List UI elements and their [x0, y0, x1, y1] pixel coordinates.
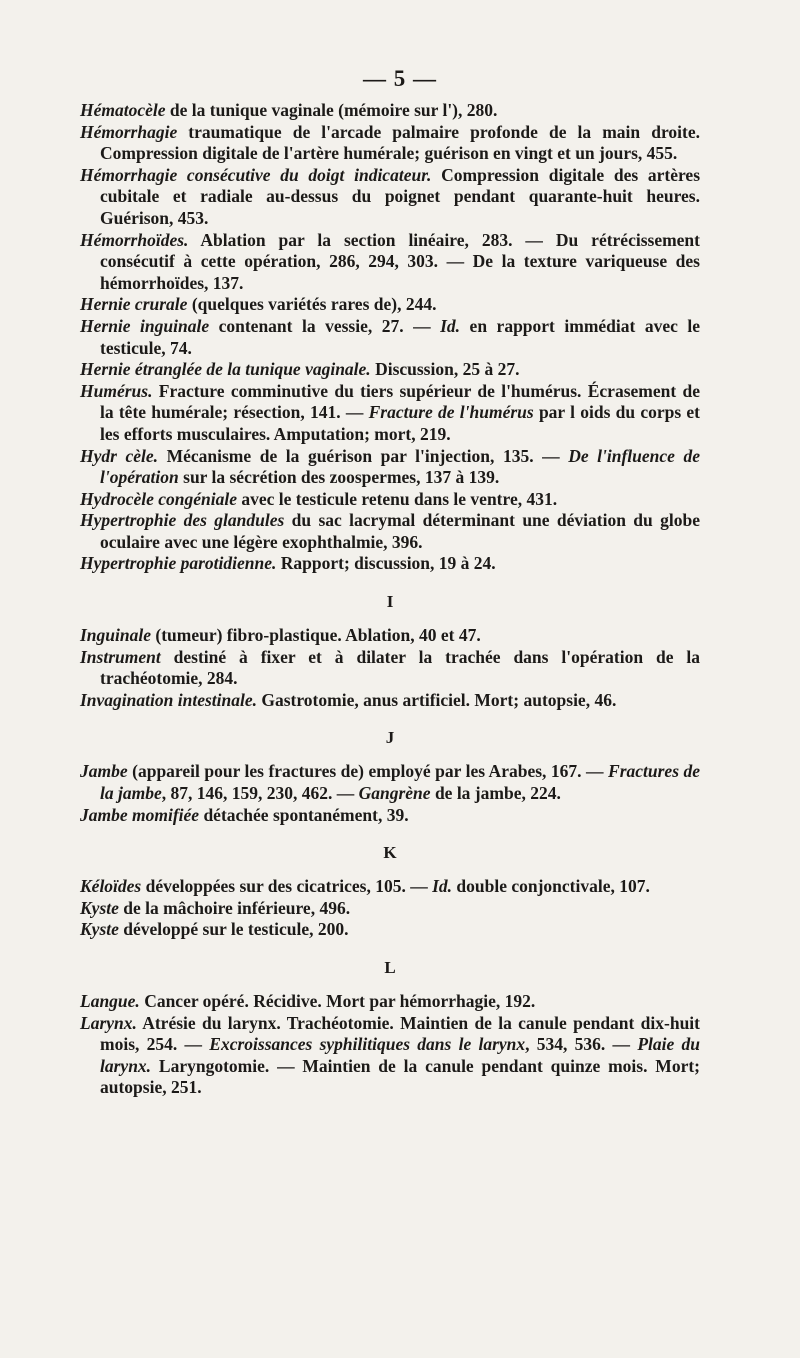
entry-term: Hypertrophie parotidienne. — [80, 553, 277, 574]
index-entry — [80, 991, 700, 1013]
entry-text: Ablation par la section linéaire, 283. — Du rétrécissement consécutif à cette opération, 286, 294, 303. — De la texture variqueuse des hémorrhoïdes, 137. — [100, 229, 700, 293]
index-entry — [80, 876, 700, 898]
entry-italic-text: De l'influence de l'opération — [100, 445, 701, 488]
entry-text: Compression digitale des artères cubitale et radiale au-dessus du poignet pendant quarante-huit heures. Guérison, 453. — [100, 164, 701, 228]
section-letter-heading: K — [383, 843, 397, 863]
entry-italic-text: Excroissances syphilitiques dans le larynx — [209, 1034, 526, 1055]
entry-text: en rapport immédiat avec le testicule, 74. — [100, 315, 700, 358]
entry-text: , 534, 536. — — [525, 1034, 638, 1055]
entry-text: développées sur des cicatrices, 105. — — [141, 876, 433, 897]
entry-term: Kéloïdes — [80, 876, 142, 897]
index-entry — [80, 165, 700, 230]
index-entry — [80, 230, 700, 295]
entry-italic-text: Id. — [440, 315, 461, 336]
entry-text: détachée spontanément, 39. — [199, 804, 409, 825]
index-body — [80, 100, 700, 1099]
entry-text: sur la sécrétion des zoospermes, 137 à 139. — [178, 467, 500, 488]
entry-term: Hémorrhagie — [80, 121, 178, 142]
index-entry — [80, 510, 700, 553]
entry-text: , 87, 146, 159, 230, 462. — — [161, 783, 359, 804]
entry-italic-text: Gangrène — [358, 783, 431, 804]
entry-text: Cancer opéré. Récidive. Mort par hémorrhagie, 192. — [139, 991, 536, 1011]
entry-term: Jambe — [80, 761, 128, 782]
entry-term: Hypertrophie des glandules — [80, 510, 285, 531]
entry-text: avec le testicule retenu dans le ventre, 431. — [236, 488, 558, 509]
page-number: — 5 — — [363, 66, 437, 91]
entry-term: Hydrocèle congéniale — [80, 488, 237, 509]
entry-italic-text: Fracture de l'humérus — [368, 402, 534, 423]
entry-text: Fracture comminutive du tiers supérieur de l'humérus. Écrasement de la tête humérale; résection, 141. — — [100, 380, 700, 423]
entry-italic-text: Fractures de la jambe — [100, 761, 701, 804]
entry-text: Laryngotomie. — Maintien de la canule pendant quinze mois. Mort; autopsie, 251. — [100, 1055, 700, 1098]
entry-term: Langue. — [80, 991, 140, 1011]
index-entry — [80, 446, 700, 489]
index-entry — [80, 690, 700, 712]
entry-text: traumatique de l'arcade palmaire profonde de la main droite. Compression digitale de l'artère humérale; guérison en vingt et un jours, 455. — [100, 121, 700, 164]
entry-text: du sac lacrymal déterminant une déviation du globe oculaire avec une légère exophthalmie, 396. — [100, 510, 700, 552]
entry-text: de la jambe, 224. — [430, 783, 561, 804]
entry-term: Kyste — [80, 897, 119, 918]
index-entry — [80, 122, 700, 165]
entry-text: de la tunique vaginale (mémoire sur l'), 280. — [165, 100, 498, 120]
entry-term: Hernie étranglée de la tunique vaginale. — [80, 359, 371, 380]
entry-text: (tumeur) fibro-plastique. Ablation, 40 et 47. — [151, 625, 481, 646]
entry-term: Hémorrhoïdes. — [80, 229, 189, 250]
entry-term: Hernie inguinale — [80, 315, 210, 336]
entry-term: Instrument — [80, 646, 161, 667]
entry-term: Jambe momifiée — [80, 804, 200, 825]
index-entry — [80, 489, 700, 511]
entry-text: Rapport; discussion, 19 à 24. — [276, 553, 496, 574]
entry-term: Larynx. — [80, 1012, 137, 1033]
entry-term: Invagination intestinale. — [80, 689, 257, 710]
index-entry — [80, 919, 700, 941]
index-entry — [80, 381, 700, 446]
index-entry — [80, 316, 700, 359]
section-letter-heading: I — [386, 592, 394, 612]
entry-text: double conjonctivale, 107. — [452, 876, 650, 897]
index-entry — [80, 1013, 700, 1099]
entry-term: Hernie crurale — [80, 294, 188, 315]
index-entry — [80, 805, 700, 827]
entry-text: développé sur le testicule, 200. — [118, 919, 349, 940]
entry-term: Humérus. — [80, 380, 153, 401]
entry-text: (quelques variétés rares de), 244. — [187, 294, 437, 315]
entry-term: Hydr cèle. — [80, 445, 159, 466]
entry-term: Hémorrhagie consécutive du doigt indicateur. — [80, 164, 432, 185]
entry-text: de la mâchoire inférieure, 496. — [118, 897, 351, 918]
entry-text: destiné à fixer et à dilater la trachée dans l'opération de la trachéotomie, 284. — [100, 646, 700, 689]
entry-italic-text: Id. — [432, 876, 453, 897]
entry-text: (appareil pour les fractures de) employé par les Arabes, 167. — — [127, 761, 609, 782]
index-entry — [80, 898, 700, 920]
entry-text: Mécanisme de la guérison par l'injection, 135. — — [158, 445, 569, 466]
entry-text: Discussion, 25 à 27. — [370, 359, 520, 380]
entry-term: Hématocèle — [80, 100, 166, 120]
section-letter-heading: J — [385, 728, 395, 748]
index-entry — [80, 100, 700, 122]
index-entry — [80, 625, 700, 647]
entry-term: Kyste — [80, 919, 119, 940]
index-entry — [80, 647, 700, 690]
entry-text: Atrésie du larynx. Trachéotomie. Maintien de la canule pendant dix-huit mois, 254. — — [100, 1012, 700, 1055]
entry-text: Gastrotomie, anus artificiel. Mort; autopsie, 46. — [256, 689, 617, 710]
section-letter-heading: L — [384, 958, 396, 977]
entry-text: contenant la vessie, 27. — — [209, 315, 441, 336]
index-entry — [80, 761, 700, 804]
index-entry — [80, 294, 700, 316]
entry-term: Inguinale — [80, 625, 151, 646]
entry-italic-text: Plaie du larynx. — [100, 1034, 701, 1076]
entry-text: par l oids du corps et les efforts musculaires. Amputation; mort, 219. — [100, 402, 700, 444]
index-entry — [80, 359, 700, 381]
index-entry — [80, 553, 700, 575]
